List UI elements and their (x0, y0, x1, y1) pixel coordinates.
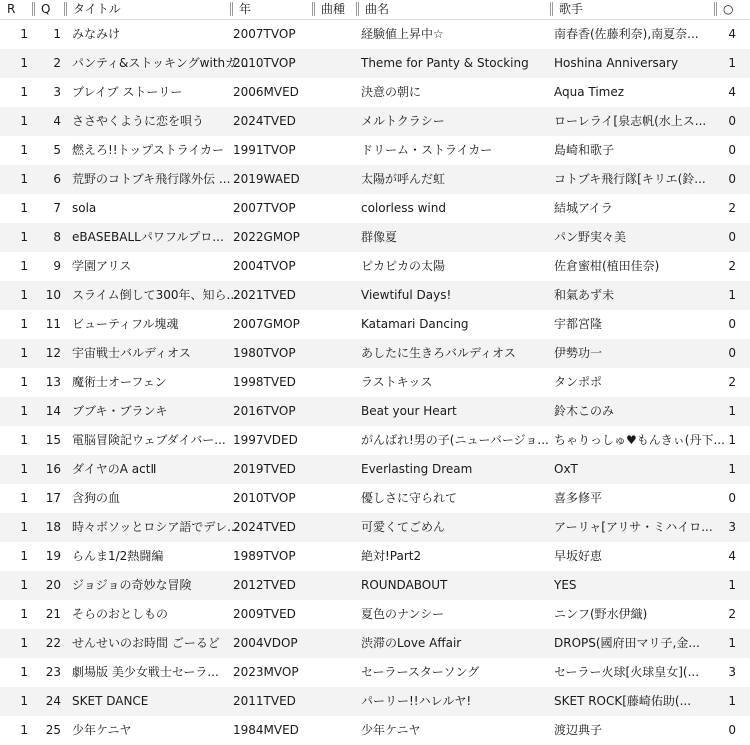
cell-r: 1 (20, 375, 28, 389)
cell-q: 19 (45, 549, 61, 563)
cell-year: 1997VDED (233, 433, 298, 447)
cell-o: 1 (728, 578, 736, 592)
cell-song: 渋滞のLove Affair (361, 636, 462, 650)
cell-year: 2004TVOP (233, 259, 296, 273)
cell-q: 4 (53, 114, 61, 128)
cell-type (312, 658, 356, 687)
table-row[interactable] (0, 687, 750, 716)
table-row[interactable] (0, 484, 750, 513)
cell-year: 1991TVOP (233, 143, 296, 157)
cell-title: SKET DANCE (72, 694, 149, 708)
cell-o: 4 (728, 549, 736, 563)
cell-year: 1984MVED (233, 723, 299, 737)
cell-song: ROUNDABOUT (361, 578, 448, 592)
cell-type (312, 716, 356, 745)
cell-o: 1 (728, 694, 736, 708)
cell-song: あしたに生きろバルディオス (361, 346, 516, 360)
cell-o: 4 (728, 27, 736, 41)
cell-type (312, 136, 356, 165)
column-resize-handle[interactable] (230, 2, 233, 16)
cell-q: 6 (53, 172, 61, 186)
cell-r: 1 (20, 85, 28, 99)
table-row[interactable] (0, 252, 750, 281)
cell-q: 9 (53, 259, 61, 273)
cell-q: 20 (45, 578, 61, 592)
cell-artist: 南春香(佐藤利奈),南夏奈... (554, 27, 699, 41)
cell-artist: SKET ROCK[藤崎佑助(... (554, 694, 692, 708)
cell-artist: ローレライ[泉志帆(水上ス... (554, 114, 707, 128)
cell-q: 21 (45, 607, 61, 621)
cell-q: 5 (53, 143, 61, 157)
cell-song: 群像夏 (361, 230, 398, 244)
cell-song: 経験値上昇中☆ (361, 27, 444, 41)
cell-artist: 渡辺典子 (554, 723, 603, 737)
cell-o: 1 (728, 56, 736, 70)
table-row[interactable] (0, 397, 750, 426)
cell-title: ブレイブ ストーリー (72, 85, 183, 99)
cell-artist: Hoshina Anniversary (554, 56, 679, 70)
cell-artist: パン野実々美 (554, 230, 627, 244)
cell-year: 2021TVED (233, 288, 296, 302)
cell-o: 0 (728, 114, 736, 128)
cell-year: 1989TVOP (233, 549, 296, 563)
table-row[interactable] (0, 455, 750, 484)
cell-artist: コトブキ飛行隊[キリエ(鈴... (554, 172, 706, 186)
cell-r: 1 (20, 317, 28, 331)
cell-type (312, 571, 356, 600)
cell-q: 15 (45, 433, 61, 447)
cell-year: 2023MVOP (233, 665, 299, 679)
cell-o: 0 (728, 723, 736, 737)
cell-type (312, 49, 356, 78)
cell-title: 電脳冒険記ウェブダイバー... (72, 433, 226, 447)
cell-type (312, 78, 356, 107)
cell-q: 12 (45, 346, 61, 360)
cell-r: 1 (20, 607, 28, 621)
cell-q: 11 (45, 317, 61, 331)
cell-artist: 早坂好恵 (554, 549, 603, 563)
cell-title: みなみけ (72, 27, 121, 41)
cell-r: 1 (20, 172, 28, 186)
cell-year: 2011TVED (233, 694, 296, 708)
cell-r: 1 (20, 346, 28, 360)
cell-q: 25 (45, 723, 61, 737)
cell-song: メルトクラシー (361, 114, 445, 128)
cell-o: 0 (728, 317, 736, 331)
cell-title: 学園アリス (72, 259, 132, 273)
cell-r: 1 (20, 723, 28, 737)
column-header-r[interactable]: R (7, 2, 16, 16)
table-row[interactable] (0, 49, 750, 78)
table-row[interactable] (0, 78, 750, 107)
cell-year: 2019TVED (233, 462, 296, 476)
table-row[interactable] (0, 194, 750, 223)
cell-song: Katamari Dancing (361, 317, 469, 331)
cell-artist: ちゃりっしゅ♥もんきぃ(丹下... (554, 433, 725, 447)
cell-song: colorless wind (361, 201, 446, 215)
cell-song: 絶対!Part2 (361, 549, 422, 563)
cell-type (312, 484, 356, 513)
cell-type (312, 687, 356, 716)
cell-r: 1 (20, 259, 28, 273)
cell-r: 1 (20, 462, 28, 476)
cell-q: 23 (45, 665, 61, 679)
cell-title: 時々ボソッとロシア語でデレ... (72, 520, 239, 534)
table-row[interactable] (0, 542, 750, 571)
cell-song: Everlasting Dream (361, 462, 473, 476)
cell-q: 18 (45, 520, 61, 534)
column-resize-handle[interactable] (356, 2, 359, 16)
cell-song: 決意の朝に (361, 85, 422, 99)
cell-artist: アーリャ[アリサ・ミハイロ... (554, 520, 713, 534)
cell-title: ささやくように恋を唄う (72, 114, 205, 128)
table-row[interactable] (0, 339, 750, 368)
cell-o: 3 (728, 665, 736, 679)
cell-artist: 和氣あず未 (554, 288, 615, 302)
cell-year: 2007GMOP (233, 317, 300, 331)
column-resize-handle[interactable] (64, 2, 67, 16)
column-resize-handle[interactable] (312, 2, 315, 16)
cell-r: 1 (20, 230, 28, 244)
cell-year: 2010TVOP (233, 491, 296, 505)
cell-song: Theme for Panty & Stocking (361, 56, 529, 70)
cell-year: 2004VDOP (233, 636, 298, 650)
cell-o: 0 (728, 143, 736, 157)
cell-artist: OxT (554, 462, 578, 476)
cell-r: 1 (20, 694, 28, 708)
cell-o: 2 (728, 607, 736, 621)
cell-q: 22 (45, 636, 61, 650)
cell-q: 1 (53, 27, 61, 41)
cell-o: 1 (728, 288, 736, 302)
table-header (0, 0, 750, 20)
cell-artist: YES (554, 578, 577, 592)
cell-r: 1 (20, 27, 28, 41)
cell-q: 2 (53, 56, 61, 70)
cell-type (312, 600, 356, 629)
cell-q: 16 (45, 462, 61, 476)
column-header-artist[interactable]: 歌手 (550, 0, 714, 19)
cell-type (312, 165, 356, 194)
cell-year: 2024TVED (233, 114, 296, 128)
cell-r: 1 (20, 114, 28, 128)
cell-song: がんばれ!男の子(ニューバージョ... (361, 433, 549, 447)
cell-type (312, 252, 356, 281)
cell-r: 1 (20, 578, 28, 592)
cell-o: 1 (728, 404, 736, 418)
cell-o: 0 (728, 230, 736, 244)
cell-type (312, 397, 356, 426)
cell-year: 2016TVOP (233, 404, 296, 418)
cell-o: 2 (728, 259, 736, 273)
cell-year: 1998TVED (233, 375, 296, 389)
cell-song: 夏色のナンシー (361, 607, 445, 621)
cell-song: Beat your Heart (361, 404, 457, 418)
table-row[interactable] (0, 426, 750, 455)
cell-artist: 佐倉蜜柑(植田佳奈) (554, 259, 660, 273)
table-row[interactable] (0, 600, 750, 629)
cell-song: ピカピカの太陽 (361, 259, 446, 273)
cell-q: 14 (45, 404, 61, 418)
cell-title: sola (72, 201, 97, 215)
table-body (0, 20, 750, 745)
cell-year: 2019WAED (233, 172, 300, 186)
cell-title: パンティ&ストッキングwithガ... (72, 56, 249, 70)
cell-title: スライム倒して300年、知ら... (72, 288, 238, 302)
cell-o: 2 (728, 375, 736, 389)
column-header-title[interactable]: タイトル (64, 0, 230, 19)
table-row[interactable] (0, 629, 750, 658)
cell-artist: セーラー火球[火球皇女](... (554, 665, 700, 679)
cell-r: 1 (20, 549, 28, 563)
cell-r: 1 (20, 491, 28, 505)
cell-artist: ニンフ(野水伊織) (554, 607, 648, 621)
cell-artist: 伊勢功一 (554, 346, 603, 360)
cell-title: ジョジョの奇妙な冒険 (72, 578, 192, 592)
cell-title: らんま1/2熱闘編 (72, 549, 164, 563)
table-row[interactable] (0, 136, 750, 165)
cell-song: 少年ケニヤ (361, 723, 421, 737)
cell-q: 7 (53, 201, 61, 215)
cell-type (312, 339, 356, 368)
cell-type (312, 281, 356, 310)
cell-type (312, 310, 356, 339)
column-header-year[interactable]: 年 (230, 0, 312, 19)
cell-q: 3 (53, 85, 61, 99)
cell-title: 劇場版 美少女戦士セーラ... (72, 665, 219, 679)
cell-title: eBASEBALLパワフルプロ... (72, 230, 224, 244)
column-resize-handle[interactable] (32, 2, 35, 16)
cell-title: 含狗の血 (72, 491, 121, 505)
cell-type (312, 629, 356, 658)
cell-year: 2006MVED (233, 85, 299, 99)
cell-song: 太陽が呼んだ虹 (361, 172, 446, 186)
cell-type (312, 194, 356, 223)
cell-o: 3 (728, 520, 736, 534)
cell-o: 0 (728, 491, 736, 505)
cell-song: Viewtiful Days! (361, 288, 452, 302)
cell-year: 1980TVOP (233, 346, 296, 360)
cell-q: 24 (45, 694, 61, 708)
cell-type (312, 542, 356, 571)
cell-title: 少年ケニヤ (72, 723, 132, 737)
cell-song: ラストキッス (361, 375, 433, 389)
cell-title: せんせいのお時間 ごーるど (72, 636, 220, 650)
table-row[interactable] (0, 223, 750, 252)
cell-year: 2007TVOP (233, 27, 296, 41)
cell-type (312, 223, 356, 252)
cell-artist: 島崎和歌子 (554, 143, 615, 157)
table-row[interactable] (0, 20, 750, 49)
cell-title: 荒野のコトブキ飛行隊外伝 ... (72, 172, 231, 186)
cell-title: ダイヤのA actⅡ (72, 462, 157, 476)
cell-r: 1 (20, 520, 28, 534)
cell-title: そらのおとしもの (72, 607, 169, 621)
cell-r: 1 (20, 288, 28, 302)
cell-song: セーラースターソング (361, 665, 480, 679)
cell-year: 2022GMOP (233, 230, 300, 244)
cell-title: 魔術士オーフェン (72, 375, 167, 389)
cell-artist: 宇都宮隆 (554, 317, 603, 331)
column-header-o[interactable]: ○ (714, 0, 750, 19)
table-row[interactable] (0, 716, 750, 745)
cell-year: 2009TVED (233, 607, 296, 621)
table-row[interactable] (0, 281, 750, 310)
cell-artist: タンポポ (554, 375, 603, 389)
cell-o: 0 (728, 172, 736, 186)
cell-r: 1 (20, 433, 28, 447)
cell-year: 2012TVED (233, 578, 296, 592)
table-row[interactable] (0, 571, 750, 600)
cell-type (312, 426, 356, 455)
cell-type (312, 513, 356, 542)
cell-artist: DROPS(國府田マリ子,金... (554, 636, 700, 650)
cell-type (312, 107, 356, 136)
table-row[interactable] (0, 107, 750, 136)
cell-o: 1 (728, 433, 736, 447)
cell-q: 10 (45, 288, 61, 302)
cell-o: 1 (728, 636, 736, 650)
table-row[interactable] (0, 513, 750, 542)
cell-song: 優しさに守られて (361, 491, 458, 505)
table-row[interactable] (0, 368, 750, 397)
column-resize-handle[interactable] (550, 2, 553, 16)
cell-song: パーリー!!ハレルヤ! (361, 694, 472, 708)
cell-title: ブブキ・ブランキ (72, 404, 168, 418)
column-header-q[interactable]: Q (32, 0, 64, 19)
cell-artist: 鈴木このみ (554, 404, 615, 418)
cell-artist: Aqua Timez (554, 85, 625, 99)
cell-artist: 結城アイラ (554, 201, 613, 215)
cell-type (312, 20, 356, 49)
cell-r: 1 (20, 143, 28, 157)
table-row[interactable] (0, 658, 750, 687)
cell-r: 1 (20, 56, 28, 70)
cell-r: 1 (20, 404, 28, 418)
cell-r: 1 (20, 665, 28, 679)
table-row[interactable] (0, 165, 750, 194)
cell-o: 2 (728, 201, 736, 215)
cell-q: 17 (45, 491, 61, 505)
cell-title: ビューティフル塊魂 (72, 317, 179, 331)
cell-o: 0 (728, 346, 736, 360)
column-header-song[interactable]: 曲名 (356, 0, 550, 19)
cell-o: 1 (728, 462, 736, 476)
cell-song: 可愛くてごめん (361, 520, 446, 534)
cell-r: 1 (20, 636, 28, 650)
cell-year: 2010TVOP (233, 56, 296, 70)
column-resize-handle[interactable] (714, 2, 717, 16)
cell-type (312, 368, 356, 397)
table-row[interactable] (0, 310, 750, 339)
cell-title: 宇宙戦士バルディオス (72, 346, 191, 360)
cell-year: 2024TVED (233, 520, 296, 534)
cell-title: 燃えろ!!トップストライカー (72, 143, 225, 157)
cell-song: ドリーム・ストライカー (361, 143, 493, 157)
cell-artist: 喜多修平 (554, 491, 603, 505)
column-header-type[interactable]: 曲種 (312, 0, 356, 19)
cell-q: 13 (45, 375, 61, 389)
cell-q: 8 (53, 230, 61, 244)
cell-o: 4 (728, 85, 736, 99)
cell-r: 1 (20, 201, 28, 215)
cell-year: 2007TVOP (233, 201, 296, 215)
cell-type (312, 455, 356, 484)
